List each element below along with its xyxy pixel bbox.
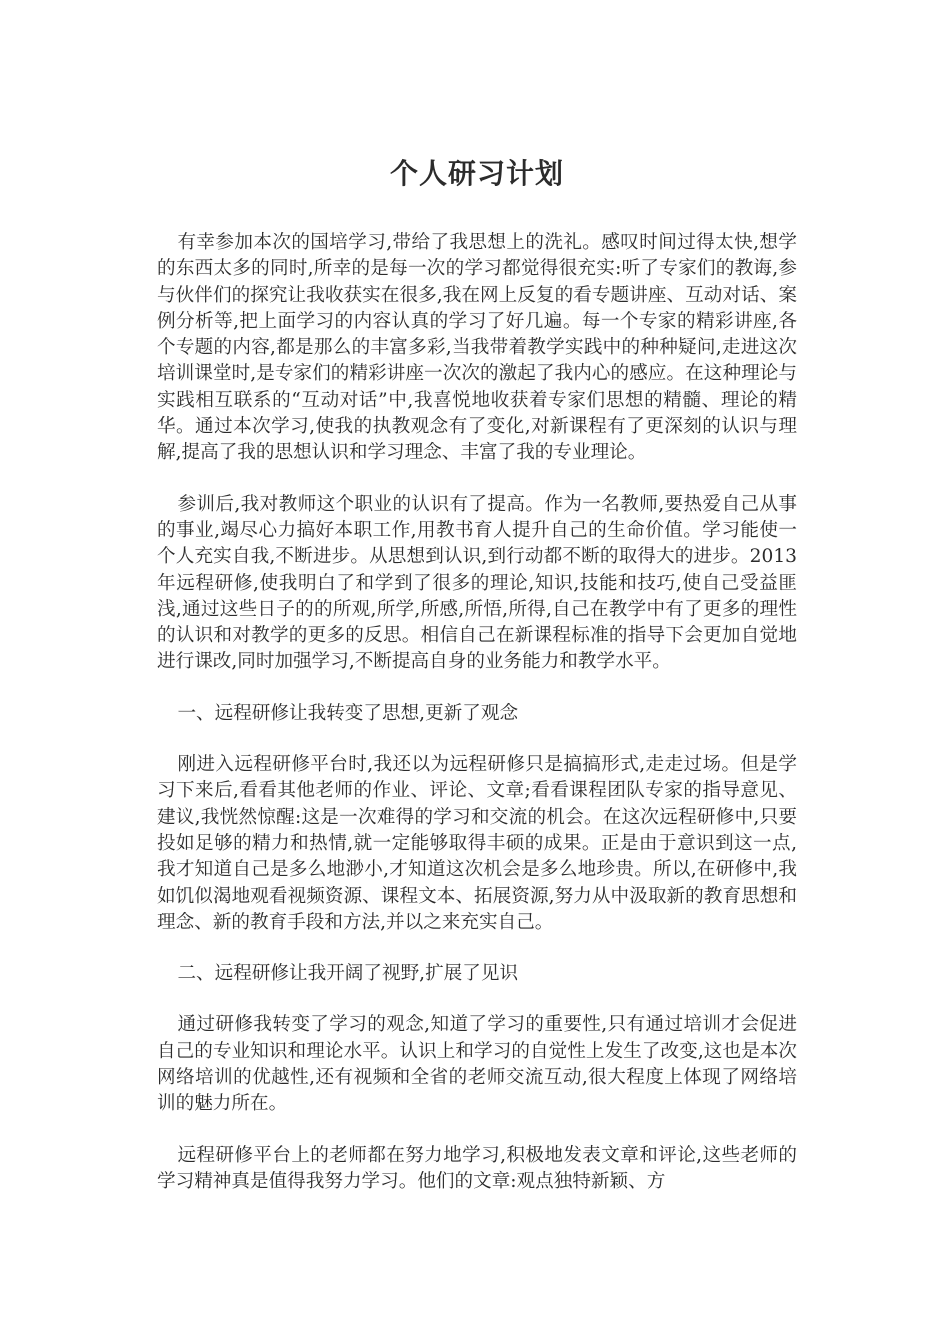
document-page xyxy=(157,150,797,1220)
paragraph-intro: 有幸参加本次的国培学习,带给了我思想上的洗礼。感叹时间过得太快,想学的东西太多的同时,所幸的是每一次的学习都觉得很充实:听了专家们的教诲,参与伙伴们的探究让我收获实在很多,我在网上反复的看专题讲座、互动对话、案例分析等,把上面学习的内容认真的学习了好几遍。每一个专家的精彩讲座,各个专题的内容,都是那么的丰富多彩,当我带着教学实践中的种种疑问,走进这次培训课堂时,是专家们的精彩讲座一次次的激起了我内心的感应。在这种理论与实践相互联系的“互动对话”中,我喜悦地收获着专家们思想的精髓、理论的精华。通过本次学习,使我的执教观念有了变化,对新课程有了更深刻的认识与理解,提高了我的思想认识和学习理念、丰富了我的专业理论。 xyxy=(157,232,797,464)
paragraph-reflection: 参训后,我对教师这个职业的认识有了提高。作为一名教师,要热爱自己从事的事业,竭尽心力搞好本职工作,用教书育人提升自己的生命价值。学习能使一个人充实自我,不断进步。从思想到认识,到行动都不断的取得大的进步。2013年远程研修,使我明白了和学到了很多的理论,知识,技能和技巧,使自己受益匪浅,通过这些日子的的所观,所学,所感,所悟,所得,自己在教学中有了更多的理性的认识和对教学的更多的反思。相信自己在新课程标准的指导下会更加自觉地进行课改,同时加强学习,不断提高自身的业务能力和教学水平。 xyxy=(157,493,797,673)
section-heading-2: 二、远程研修让我开阔了视野,扩展了见识 xyxy=(177,963,519,985)
section-heading-1: 一、远程研修让我转变了思想,更新了观念 xyxy=(177,702,519,724)
paragraph-section-2: 通过研修我转变了学习的观念,知道了学习的重要性,只有通过培训才会促进自己的专业知识和理论水平。认识上和学习的自觉性上发生了改变,这也是本次网络培训的优越性,还有视频和全省的老师交流互动,很大程度上体现了网络培训的魅力所在。 xyxy=(157,1014,797,1115)
paragraph-section-2-continued: 远程研修平台上的老师都在努力地学习,积极地发表文章和评论,这些老师的学习精神真是值得我努力学习。他们的文章:观点独特新颖、方 xyxy=(157,1144,797,1192)
paragraph-section-1: 刚进入远程研修平台时,我还以为远程研修只是搞搞形式,走走过场。但是学习下来后,看看其他老师的作业、评论、文章;看看课程团队专家的指导意见、建议,我恍然惊醒:这是一次难得的学习和交流的机会。在这次远程研修中,只要投如足够的精力和热情,就一定能够取得丰硕的成果。正是由于意识到这一点,我才知道自己是多么地渺小,才知道这次机会是多么地珍贵。所以,在研修中,我如饥似渴地观看视频资源、课程文本、拓展资源,努力从中汲取新的教育思想和理念、新的教育手段和方法,并以之来充实自己。 xyxy=(157,754,797,933)
document-title: 个人研习计划 xyxy=(389,157,564,190)
